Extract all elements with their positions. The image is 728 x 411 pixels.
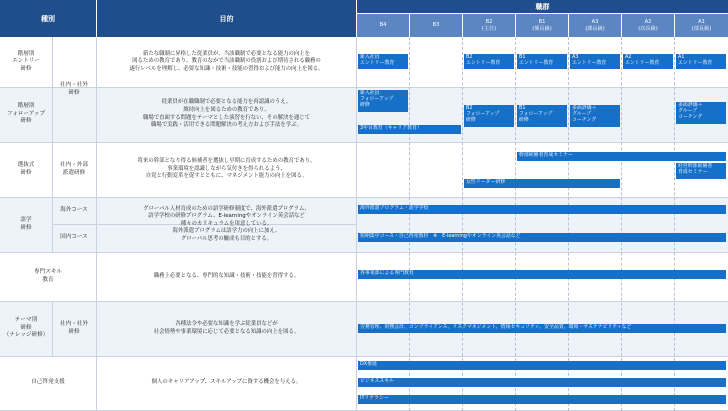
purpose-entry: 新たな職制に昇格した従業員が、当該職制で必要となる能力の向上を 図るための教育であり、教育のなかで当該職制の役割および期待される職務の 遂行レベルを理解し、必要な知識・技術・技能の習得および能力の向上を図る。 [129, 50, 324, 72]
bar-theme-knowledge: 労務管理、財務会計、コンプライアンス、リスクマネジメント、情報セキュリティ、安全品質、環境・サステナビリティなど [358, 324, 726, 333]
bar-followup-b1: B1 フォローアップ 研修 [517, 105, 567, 127]
grade-a2: A2 (次長級) [622, 14, 674, 37]
grade-divider [621, 37, 622, 411]
grade-divider [409, 37, 410, 411]
bar-followup-third-year: 3年目教育（キャリア教育） [358, 125, 461, 134]
bar-it-literacy: ITリテラシー [358, 395, 726, 404]
bar-senior-executive-seminar: 経営幹部候補者 育成セミナー [676, 163, 726, 179]
bar-followup-b2: B2 フォローアップ 研修 [464, 105, 514, 127]
grade-b2: B2 (主任) [463, 14, 515, 37]
bar-followup-new-hire: 新入社員 フォローアップ 研修 [358, 90, 408, 112]
col-divider [356, 37, 357, 411]
grade-b4: B4 [357, 14, 409, 37]
bar-followup-multi-eval-a3: 多面評価＋ グループ コーチング [570, 105, 620, 127]
bar-short-intensive: 短期集中コース・自己啓発教材 ※ E-learningやオンライン英会話など [358, 233, 726, 242]
category-entry: 階層別 エントリー 研修 [12, 50, 40, 72]
bar-entry-new-hire: 新入社員 エントリー教育 [358, 54, 408, 69]
purpose-selfdev: 個人のキャリアアップ、スキルアップに資する機会を与える。 [151, 379, 302, 386]
grade-b1: B1 (係長級) [516, 14, 568, 37]
category-theme: テーマ別 研修 （ナレッジ研修） [3, 317, 49, 339]
category-selective: 選抜式 研修 [17, 161, 35, 176]
purpose-specialist: 職務上必要となる、専門的な知識・技術・技能を習得する。 [153, 272, 300, 279]
grade-divider [674, 37, 675, 411]
sub-theme: 社内・社外 研修 [60, 320, 88, 335]
category-followup: 階層別 フォローアップ 研修 [6, 103, 46, 125]
grade-a1: A1 (部長級) [675, 14, 728, 37]
purpose-selective: 将来の幹部となり得る候補者を選抜し早期に育成するための教育であり、 事業環境を認識しながら気付きを得られるよう、 自覚と行動変革を促すとともに、マネジメント能力の向上を図る。 [137, 158, 316, 180]
bar-entry-a1: A1 エントリー教育 [676, 54, 726, 69]
purpose-followup: 従業員が在職職制で必要となる能力を再認識のうえ、 維持向上を図るための教育であり、 職場で直面する問題をテーマとした演習を行ない、その解決を通じて 職場で実践・活用できる問題解決の考え方および手法を学ぶ。 [142, 99, 311, 129]
grade-divider [568, 37, 569, 411]
bar-entry-a3: A3 エントリー教育 [570, 54, 620, 69]
bar-business-skills: ビジネススキル [358, 378, 726, 387]
grade-divider [462, 37, 463, 411]
sub-internal-external: 社内・社外 研修 [60, 81, 88, 96]
category-selfdev: 自己啓発支援 [31, 379, 65, 386]
sub-domestic: 国内コース [60, 234, 88, 241]
header-purpose: 目的 [97, 0, 356, 37]
grade-b3: B3 [410, 14, 462, 37]
bar-women-leader-training: 女性リーダー研修 [464, 179, 620, 188]
category-language: 語学 研修 [20, 216, 32, 231]
sub-dispatch: 社内・外部 派遣研修 [60, 161, 88, 176]
category-specialist: 専門スキル 教育 [34, 268, 62, 283]
grade-divider [515, 37, 516, 411]
purpose-theme: 各種法令や必要な知識を学ぶ従業員などが 社会情勢や事業環境に応じて必要となる知識の向上を図る。 [153, 320, 300, 335]
purpose-language: グローバル人材育成のための語学研修制度で、海外派遣プログラム、 語学学校の研修プログラム、E-learningやオンライン英会話など 種々のカリキュラムを用意している。 海外派遣プログラムは語学力の向上に加え、 グローバル思考の醸成も目的とする。 [143, 205, 310, 242]
bar-executive-candidate-seminar: 幹部候補者育成セミナー [517, 152, 726, 161]
bar-followup-multi-eval-a1: 多面評価＋ グループ コーチング [676, 102, 726, 124]
bar-entry-b2: B2 エントリー教育 [464, 54, 514, 69]
header-job-group: 職群 [357, 0, 728, 13]
header-category: 種別 [0, 0, 96, 37]
sub-overseas: 海外コース [60, 206, 88, 213]
bar-entry-a2: A2 エントリー教育 [623, 54, 673, 69]
bar-overseas-dispatch: 海外派遣プログラム・語学学校 [358, 205, 726, 214]
bar-specialist-education: 各事業部による専門教育 [358, 270, 726, 279]
bar-entry-b1: B1 エントリー教育 [517, 54, 567, 69]
bar-dx-promotion: DX推進 [358, 361, 726, 370]
grade-a3: A3 (課長級) [569, 14, 621, 37]
